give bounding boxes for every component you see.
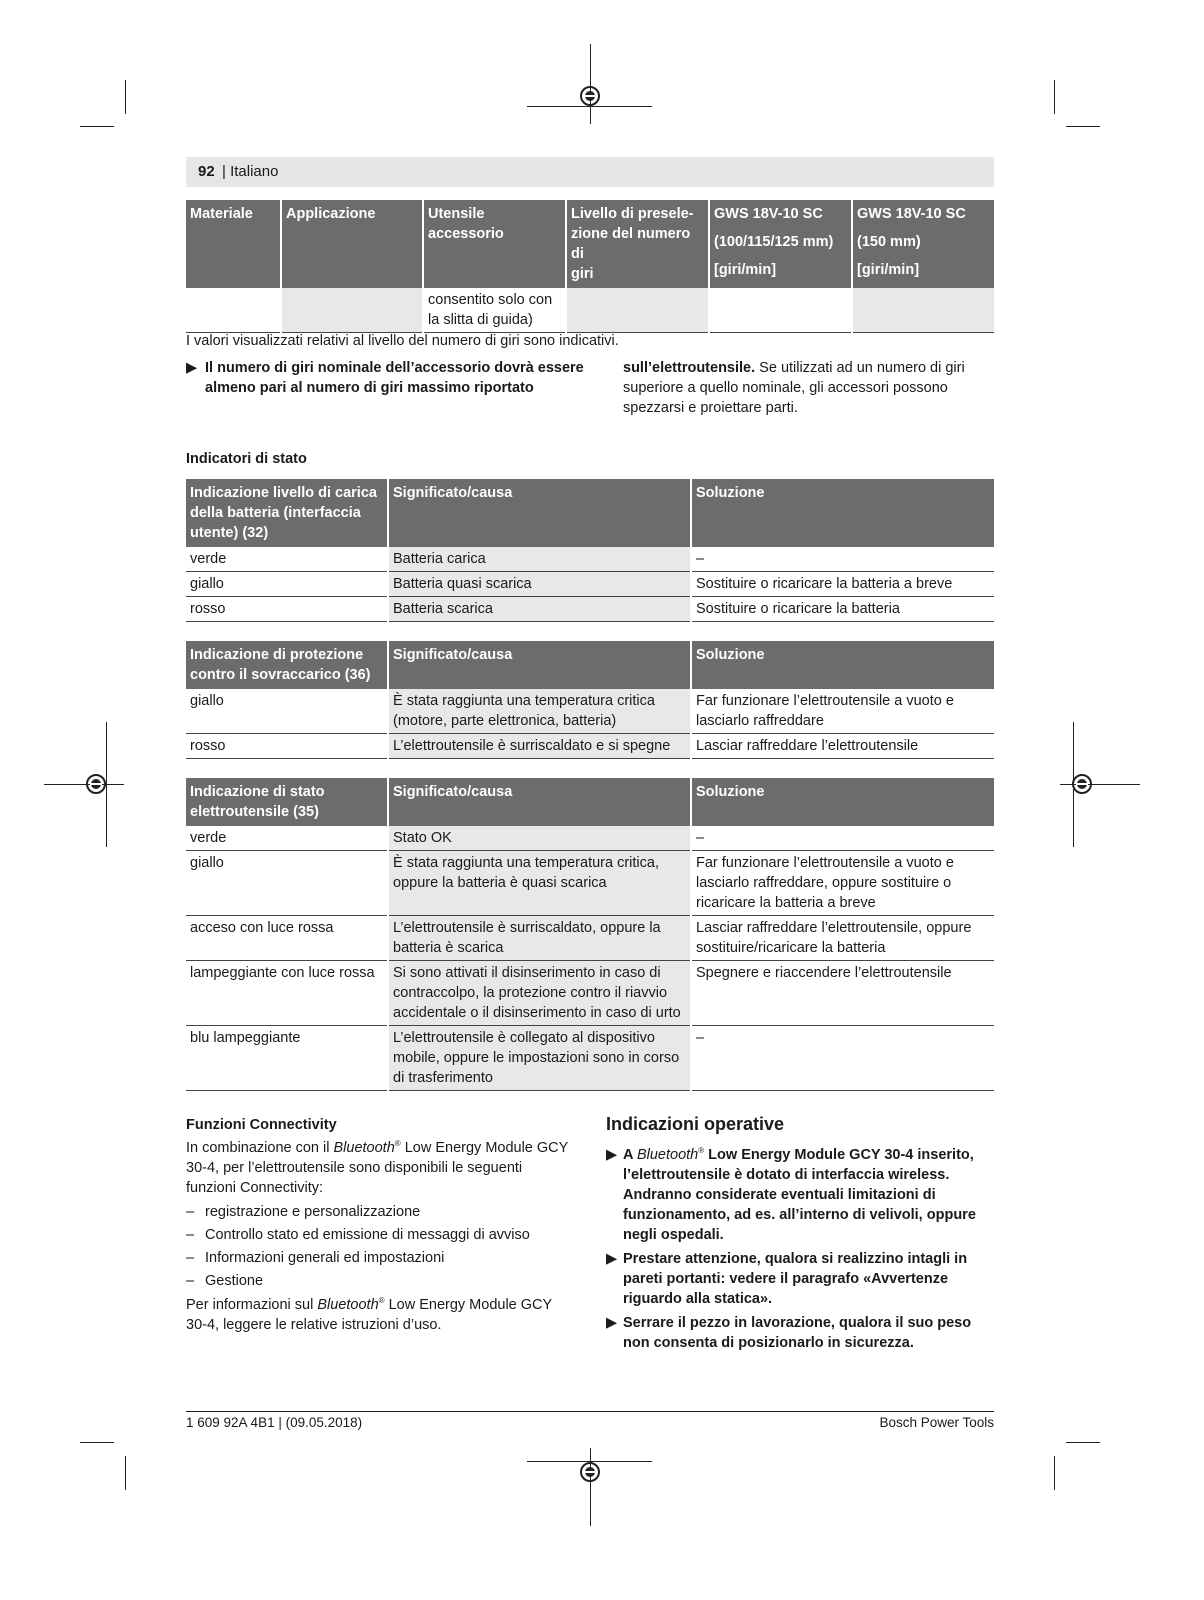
header-indicazione: Indicazione di stato elettroutensile (35) (186, 778, 388, 826)
table-row: giallo È stata raggiunta una temperatura critica (motore, parte elettronica, batteria) Far funzionare l’elettroutensile a vuoto e lasciarlo raffreddare (186, 689, 994, 734)
page-number: 92 (198, 163, 215, 180)
header-significato: Significato/causa (388, 778, 691, 826)
registration-target-icon (580, 86, 600, 106)
connectivity-list (186, 1202, 576, 1291)
list-item: – registrazione e personalizzazione (186, 1204, 421, 1220)
crop-mark (125, 80, 126, 114)
table-row: verde Batteria carica – (186, 547, 994, 572)
table-row: consentito solo con la slitta di guida) (186, 288, 994, 333)
header-significato: Significato/causa (388, 479, 691, 547)
table-row: giallo Batteria quasi scarica Sostituire o ricaricare la batteria a breve (186, 572, 994, 597)
crop-mark (1054, 1456, 1055, 1490)
crop-mark (80, 126, 114, 127)
table-row: acceso con luce rossa L’elettroutensile è surriscaldato, oppure la batteria è scarica Lasciar raffreddare l’elettroutensile, oppure sostituire/ricaricare la batteria (186, 916, 994, 961)
header-soluzione: Soluzione (691, 778, 994, 826)
header-gws-150: GWS 18V-10 SC (150 mm) [giri/min] (852, 200, 994, 288)
connectivity-outro: Per informazioni sul Bluetooth® Low Energy Module GCY 30-4, leggere le relative istruzioni d’uso. (186, 1296, 552, 1333)
bullet-arrow-icon: ▶ (606, 1315, 618, 1331)
registration-line (590, 1448, 591, 1526)
header-soluzione: Soluzione (691, 641, 994, 689)
tool-status-table (186, 778, 994, 1091)
registration-target-icon (86, 774, 106, 794)
warning-continuation (623, 358, 995, 418)
connectivity-title: Funzioni Connectivity (186, 1117, 337, 1133)
speed-table (186, 200, 994, 333)
footer-doc-id: 1 609 92A 4B1 | (09.05.2018) (186, 1415, 363, 1430)
connectivity-intro: In combinazione con il Bluetooth® Low Energy Module GCY 30-4, per l’elettroutensile sono disponibili le seguenti funzioni Connectivity: (186, 1139, 569, 1196)
battery-status-table (186, 479, 994, 622)
registration-target-icon (1072, 774, 1092, 794)
connectivity-body (186, 1138, 576, 1339)
header-utensile: Utensile accessorio (423, 200, 566, 288)
registration-line (590, 44, 591, 124)
list-item: ▶ A Bluetooth® Low Energy Module GCY 30-4 inserito, l’elettroutensile è dotato di interfaccia wireless. Andranno considerate eventuali limitazioni di funzionamento, ad es. all’interno di velivoli, oppure negli ospedali. (606, 1146, 976, 1243)
section-title: Indicatori di stato (186, 451, 307, 467)
bullet-arrow-icon: ▶ (606, 1251, 618, 1267)
header-indicazione: Indicazione di protezione contro il sovraccarico (36) (186, 641, 388, 689)
crop-mark (80, 1442, 114, 1443)
bullet-arrow-icon: ▶ (186, 360, 198, 376)
crop-mark (1054, 80, 1055, 114)
warning-bold-text: Il numero di giri nominale dell’accessorio dovrà essere almeno pari al numero di giri massimo riportato (205, 360, 584, 396)
list-item: – Controllo stato ed emissione di messaggi di avviso (186, 1227, 530, 1243)
list-item: – Gestione (186, 1273, 264, 1289)
header-applicazione: Applicazione (281, 200, 423, 288)
header-soluzione: Soluzione (691, 479, 994, 547)
list-item: – Informazioni generali ed impostazioni (186, 1250, 445, 1266)
table-row: rosso L’elettroutensile è surriscaldato e si spegne Lasciar raffreddare l’elettroutensile (186, 734, 994, 759)
warning-normal-text: Se utilizzati ad un numero di giri superiore a quello nominale, gli accessori possono spezzarsi e proiettare parti. (623, 360, 965, 416)
warning-bold-cont: sull’elettroutensile. (623, 360, 756, 376)
list-item: ▶ Serrare il pezzo in lavorazione, qualora il suo peso non consenta di posizionarlo in sicurezza. (606, 1315, 972, 1351)
list-item: ▶ Prestare attenzione, qualora si realizzino intagli in pareti portanti: vedere il paragrafo «Avvertenze riguardo alla statica». (606, 1251, 968, 1307)
crop-mark (1066, 126, 1100, 127)
bullet-arrow-icon: ▶ (606, 1147, 618, 1163)
page-header (186, 157, 994, 187)
header-gws-100-125: GWS 18V-10 SC (100/115/125 mm) [giri/min] (709, 200, 852, 288)
crop-mark (1066, 1442, 1100, 1443)
header-significato: Significato/causa (388, 641, 691, 689)
registration-line (106, 722, 107, 847)
table-row: lampeggiante con luce rossa Si sono attivati il disinserimento in caso di contraccolpo, la protezione contro il riavvio accidentale o il disinserimento in caso di urto Spegnere e riaccendere l’elettroutensile (186, 961, 994, 1026)
header-materiale: Materiale (186, 200, 281, 288)
registration-line (44, 784, 124, 785)
table-row: blu lampeggiante L’elettroutensile è collegato al dispositivo mobile, oppure le impostazioni sono in corso di trasferimento – (186, 1026, 994, 1091)
footer-brand: Bosch Power Tools (879, 1415, 994, 1430)
header-livello: Livello di presele- zione del numero di giri (566, 200, 709, 288)
language-label: | Italiano (222, 163, 279, 180)
operative-title: Indicazioni operative (606, 1114, 785, 1134)
table-note: I valori visualizzati relativi al livello del numero di giri sono indicativi. (186, 333, 619, 349)
header-indicazione: Indicazione livello di carica della batteria (interfaccia utente) (32) (186, 479, 388, 547)
overload-protection-table (186, 641, 994, 759)
crop-mark (125, 1456, 126, 1490)
table-row: rosso Batteria scarica Sostituire o ricaricare la batteria (186, 597, 994, 622)
registration-target-icon (580, 1462, 600, 1482)
operative-list (606, 1145, 996, 1357)
table-row: giallo È stata raggiunta una temperatura critica, oppure la batteria è quasi scarica Far funzionare l’elettroutensile a vuoto e lasciarlo raffreddare, oppure sostituire o ricaricare la batteria a breve (186, 851, 994, 916)
footer-divider (186, 1411, 994, 1412)
table-row: verde Stato OK – (186, 826, 994, 851)
